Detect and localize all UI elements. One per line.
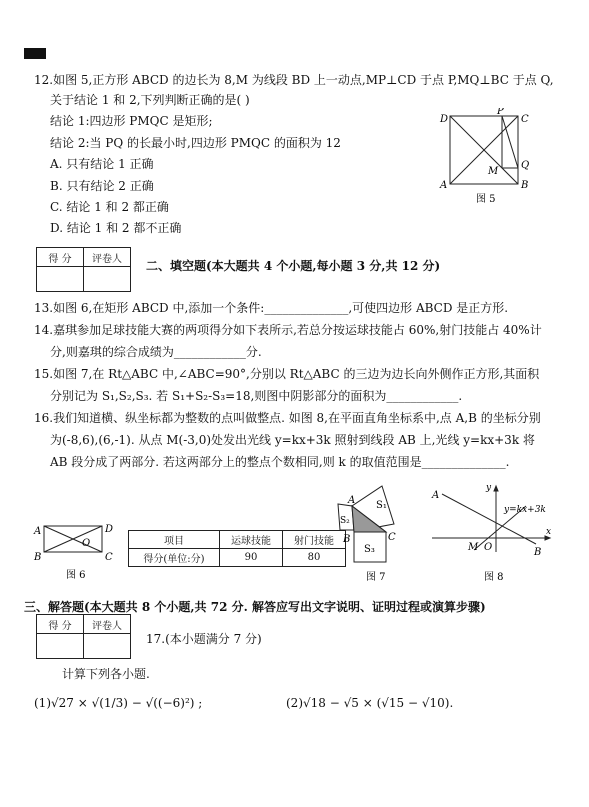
- score-box-q17: [36, 614, 131, 659]
- fig6-label-b: B: [34, 552, 42, 563]
- fig8-label-m: M: [468, 542, 479, 553]
- section3-heading: 三、解答题(本大题共 8 个小题,共 72 分. 解答应写出文字说明、证明过程或演算步骤): [24, 600, 486, 614]
- q15-line1: 15.如图 7,在 Rt△ABC 中,∠ABC=90°,分别以 Rt△ABC 的三边为边长向外侧作正方形,其面积: [34, 367, 540, 381]
- fig6-label-a: A: [34, 526, 42, 537]
- grader-cell-q17: [84, 634, 131, 659]
- score-cell: [37, 267, 84, 292]
- fig6-label-d: D: [105, 524, 114, 535]
- grader-label: 评卷人: [84, 248, 131, 267]
- q14-line2: 分,则嘉琪的综合成绩为____________分.: [50, 345, 262, 359]
- score-cell-q17: [37, 634, 84, 659]
- score-label: 得 分: [37, 248, 84, 267]
- fig5-label-d: D: [440, 114, 449, 125]
- q14-line1: 14.嘉琪参加足球技能大赛的两项得分如下表所示,若总分按运球技能占 60%,射门技能占 40%计: [34, 323, 542, 337]
- fig5-label-b: B: [521, 180, 529, 191]
- grader-label-q17: 评卷人: [84, 615, 131, 634]
- q16-line3: AB 段分成了两部分. 若这两部分上的整点个数相同,则 k 的取值范围是______________.: [50, 455, 510, 469]
- fig7-label-s2: S₂: [340, 516, 350, 526]
- figure-6: [30, 520, 120, 582]
- table-header-dribble: 运球技能: [220, 531, 283, 549]
- table-cell-shoot: 80: [283, 549, 346, 567]
- fig6-label-o: O: [82, 538, 91, 549]
- q12-conclusion2: 结论 2:当 PQ 的长最小时,四边形 PMQC 的面积为 12: [50, 136, 341, 150]
- fig5-label-q: Q: [521, 160, 530, 171]
- table-header-shoot: 射门技能: [283, 531, 346, 549]
- fig7-label-a: A: [348, 495, 356, 506]
- q16-line1: 16.我们知道横、纵坐标都为整数的点叫做整点. 如图 8,在平面直角坐标系中,点 A,B 的坐标分别: [34, 411, 541, 425]
- q17-part2: (2)√18 − √5 × (√15 − √10).: [286, 696, 454, 710]
- q12-line1: 12.如图 5,正方形 ABCD 的边长为 8,M 为线段 BD 上一动点,MP⊥CD 于点 P,MQ⊥BC 于点 Q,: [34, 73, 554, 87]
- fig8-caption: 图 8: [484, 572, 504, 583]
- figure-5: [430, 108, 540, 208]
- q17-intro: 计算下列各小题.: [62, 667, 150, 681]
- fig5-label-p: P: [497, 108, 504, 117]
- figure-8: [428, 480, 558, 588]
- fig6-label-c: C: [105, 552, 113, 563]
- table-header-item: 项目: [129, 531, 220, 549]
- grader-cell: [84, 267, 131, 292]
- fig7-caption: 图 7: [366, 572, 386, 583]
- fig6-caption: 图 6: [66, 570, 86, 581]
- q12-option-b: B. 只有结论 2 正确: [50, 179, 154, 193]
- fig5-label-m: M: [488, 166, 499, 177]
- fig5-caption: 图 5: [476, 194, 496, 205]
- table-cell-dribble: 90: [220, 549, 283, 567]
- fig5-label-c: C: [521, 114, 529, 125]
- q17-part1: (1)√27 × √(1/3) − √((−6)²) ;: [34, 696, 203, 710]
- q16-line2: 为(-8,6),(6,-1). 从点 M(-3,0)处发出光线 y=kx+3k 照射到线段 AB 上,光线 y=kx+3k 将: [50, 433, 535, 447]
- q12-option-c: C. 结论 1 和 2 都正确: [50, 200, 169, 214]
- q12-option-d: D. 结论 1 和 2 都不正确: [50, 221, 182, 235]
- score-label-q17: 得 分: [37, 615, 84, 634]
- table-row-label: 得分(单位:分): [129, 549, 220, 567]
- fig8-label-o: O: [484, 542, 493, 553]
- q13-text: 13.如图 6,在矩形 ABCD 中,添加一个条件:______________,可使四边形 ABCD 是正方形.: [34, 301, 509, 315]
- fig7-label-s3: S₃: [364, 544, 375, 555]
- section2-heading: 二、填空题(本大题共 4 个小题,每小题 3 分,共 12 分): [146, 259, 441, 273]
- fig5-label-a: A: [440, 180, 448, 191]
- fig8-line-label: y=kx+3k: [504, 505, 546, 515]
- skills-score-table: [128, 530, 346, 567]
- fig8-label-x: x: [546, 527, 552, 537]
- figure-7: [328, 478, 422, 590]
- fig8-label-a: A: [432, 490, 440, 501]
- fig7-label-c: C: [388, 532, 396, 543]
- fig7-label-s1: S₁: [376, 500, 387, 511]
- q17-title: 17.(本小题满分 7 分): [146, 632, 262, 646]
- fig8-label-y: y: [486, 483, 492, 493]
- q15-line2: 分别记为 S₁,S₂,S₃. 若 S₁+S₂-S₃=18,则图中阴影部分的面积为____________.: [50, 389, 463, 403]
- q12-option-a: A. 只有结论 1 正确: [50, 157, 154, 171]
- q12-line2: 关于结论 1 和 2,下列判断正确的是( ): [50, 93, 250, 107]
- fig8-label-b: B: [534, 547, 542, 558]
- score-box-section2: [36, 247, 131, 292]
- page-marker: [24, 48, 46, 59]
- q12-conclusion1: 结论 1:四边形 PMQC 是矩形;: [50, 114, 213, 128]
- fig7-label-b: B: [343, 534, 351, 545]
